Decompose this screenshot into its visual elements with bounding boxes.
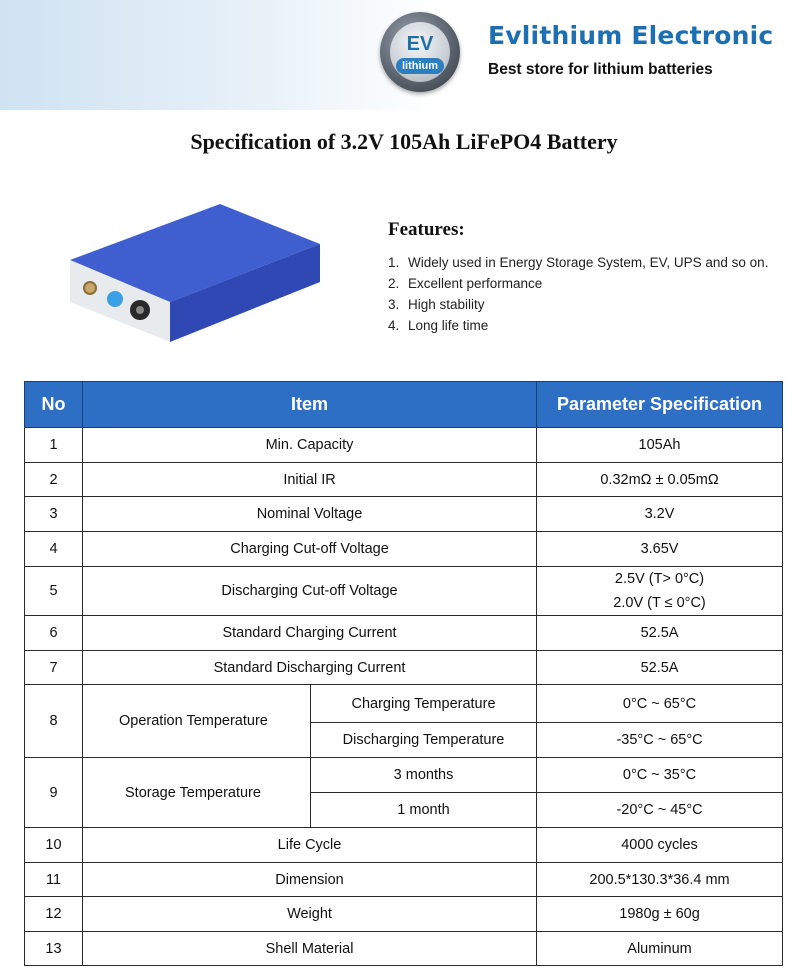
cell-spec: Aluminum bbox=[537, 932, 783, 966]
cell-spec: -35°C ~ 65°C bbox=[537, 723, 783, 758]
cell-spec: 200.5*130.3*36.4 mm bbox=[537, 863, 783, 897]
cell-spec: 3.65V bbox=[537, 532, 783, 567]
page-title: Specification of 3.2V 105Ah LiFePO4 Battery bbox=[190, 129, 618, 154]
table-row bbox=[25, 863, 783, 897]
cell-spec: 52.5A bbox=[537, 651, 783, 685]
specification-table bbox=[24, 381, 783, 966]
cell-no: 6 bbox=[25, 616, 83, 651]
table-row bbox=[25, 758, 783, 793]
cell-spec bbox=[537, 567, 783, 616]
cell-subitem: 3 months bbox=[311, 758, 537, 793]
cell-item: Standard Charging Current bbox=[83, 616, 537, 651]
cell-spec: -20°C ~ 45°C bbox=[537, 793, 783, 828]
cell-spec: 1980g ± 60g bbox=[537, 897, 783, 932]
cell-spec: 3.2V bbox=[537, 497, 783, 532]
cell-spec: 4000 cycles bbox=[537, 828, 783, 863]
cell-item: Discharging Cut-off Voltage bbox=[83, 567, 537, 616]
feature-item: 4. Long life time bbox=[388, 318, 489, 333]
logo-badge bbox=[390, 22, 450, 82]
cell-item: Shell Material bbox=[83, 932, 537, 966]
cell-spec: 52.5A bbox=[537, 616, 783, 651]
cell-no: 9 bbox=[25, 758, 83, 828]
cell-item: Nominal Voltage bbox=[83, 497, 537, 532]
battery-image bbox=[68, 198, 324, 346]
cell-item: Weight bbox=[83, 897, 537, 932]
cell-spec: 0°C ~ 35°C bbox=[537, 758, 783, 793]
cell-no: 3 bbox=[25, 497, 83, 532]
cell-item: Standard Discharging Current bbox=[83, 651, 537, 685]
cell-item: Life Cycle bbox=[83, 828, 537, 863]
cell-item: Storage Temperature bbox=[83, 758, 311, 828]
cell-no: 2 bbox=[25, 463, 83, 497]
cell-no: 4 bbox=[25, 532, 83, 567]
table-row bbox=[25, 828, 783, 863]
cell-item: Operation Temperature bbox=[83, 685, 311, 758]
cell-no: 11 bbox=[25, 863, 83, 897]
header-item: Item bbox=[83, 382, 537, 428]
ev-lithium-logo bbox=[380, 12, 460, 92]
cell-no: 1 bbox=[25, 428, 83, 463]
table-row bbox=[25, 651, 783, 685]
cell-subitem: 1 month bbox=[311, 793, 537, 828]
header-no: No bbox=[25, 382, 83, 428]
cell-no: 7 bbox=[25, 651, 83, 685]
brand-tagline: Best store for lithium batteries bbox=[488, 61, 713, 78]
cell-item: Initial IR bbox=[83, 463, 537, 497]
battery-vent-icon bbox=[107, 291, 123, 307]
cell-spec: 0.32mΩ ± 0.05mΩ bbox=[537, 463, 783, 497]
features-heading: Features: bbox=[388, 219, 465, 240]
table-row bbox=[25, 897, 783, 932]
table-header-row bbox=[25, 382, 783, 428]
feature-item: 1. Widely used in Energy Storage System, EV, UPS and so on. bbox=[388, 255, 769, 270]
logo-lithium-text: lithium bbox=[396, 58, 444, 74]
cell-item: Dimension bbox=[83, 863, 537, 897]
cell-subitem: Discharging Temperature bbox=[311, 723, 537, 758]
table-row bbox=[25, 567, 783, 616]
features-list bbox=[388, 252, 768, 336]
cell-no: 10 bbox=[25, 828, 83, 863]
cell-spec: 105Ah bbox=[537, 428, 783, 463]
brand-name: Evlithium Electronic bbox=[488, 21, 774, 50]
header-banner bbox=[0, 0, 800, 110]
table-row bbox=[25, 463, 783, 497]
table-row bbox=[25, 932, 783, 966]
logo-ev-text: EV bbox=[406, 33, 434, 55]
feature-item: 3. High stability bbox=[388, 297, 485, 312]
cell-no: 5 bbox=[25, 567, 83, 616]
cell-no: 13 bbox=[25, 932, 83, 966]
cell-no: 8 bbox=[25, 685, 83, 758]
table-row bbox=[25, 497, 783, 532]
table-row bbox=[25, 685, 783, 723]
feature-item: 2. Excellent performance bbox=[388, 276, 543, 291]
cell-item: Charging Cut-off Voltage bbox=[83, 532, 537, 567]
table-row bbox=[25, 532, 783, 567]
cell-spec: 0°C ~ 65°C bbox=[537, 685, 783, 723]
cell-no: 12 bbox=[25, 897, 83, 932]
header-spec: Parameter Specification bbox=[537, 382, 783, 428]
cell-subitem: Charging Temperature bbox=[311, 685, 537, 723]
table-row bbox=[25, 428, 783, 463]
spec-line: 2.5V (T> 0°C) bbox=[614, 571, 705, 587]
cell-item: Min. Capacity bbox=[83, 428, 537, 463]
battery-terminal-positive-icon bbox=[84, 282, 96, 294]
spec-line: 2.0V (T ≤ 0°C) bbox=[613, 595, 706, 611]
table-row bbox=[25, 616, 783, 651]
